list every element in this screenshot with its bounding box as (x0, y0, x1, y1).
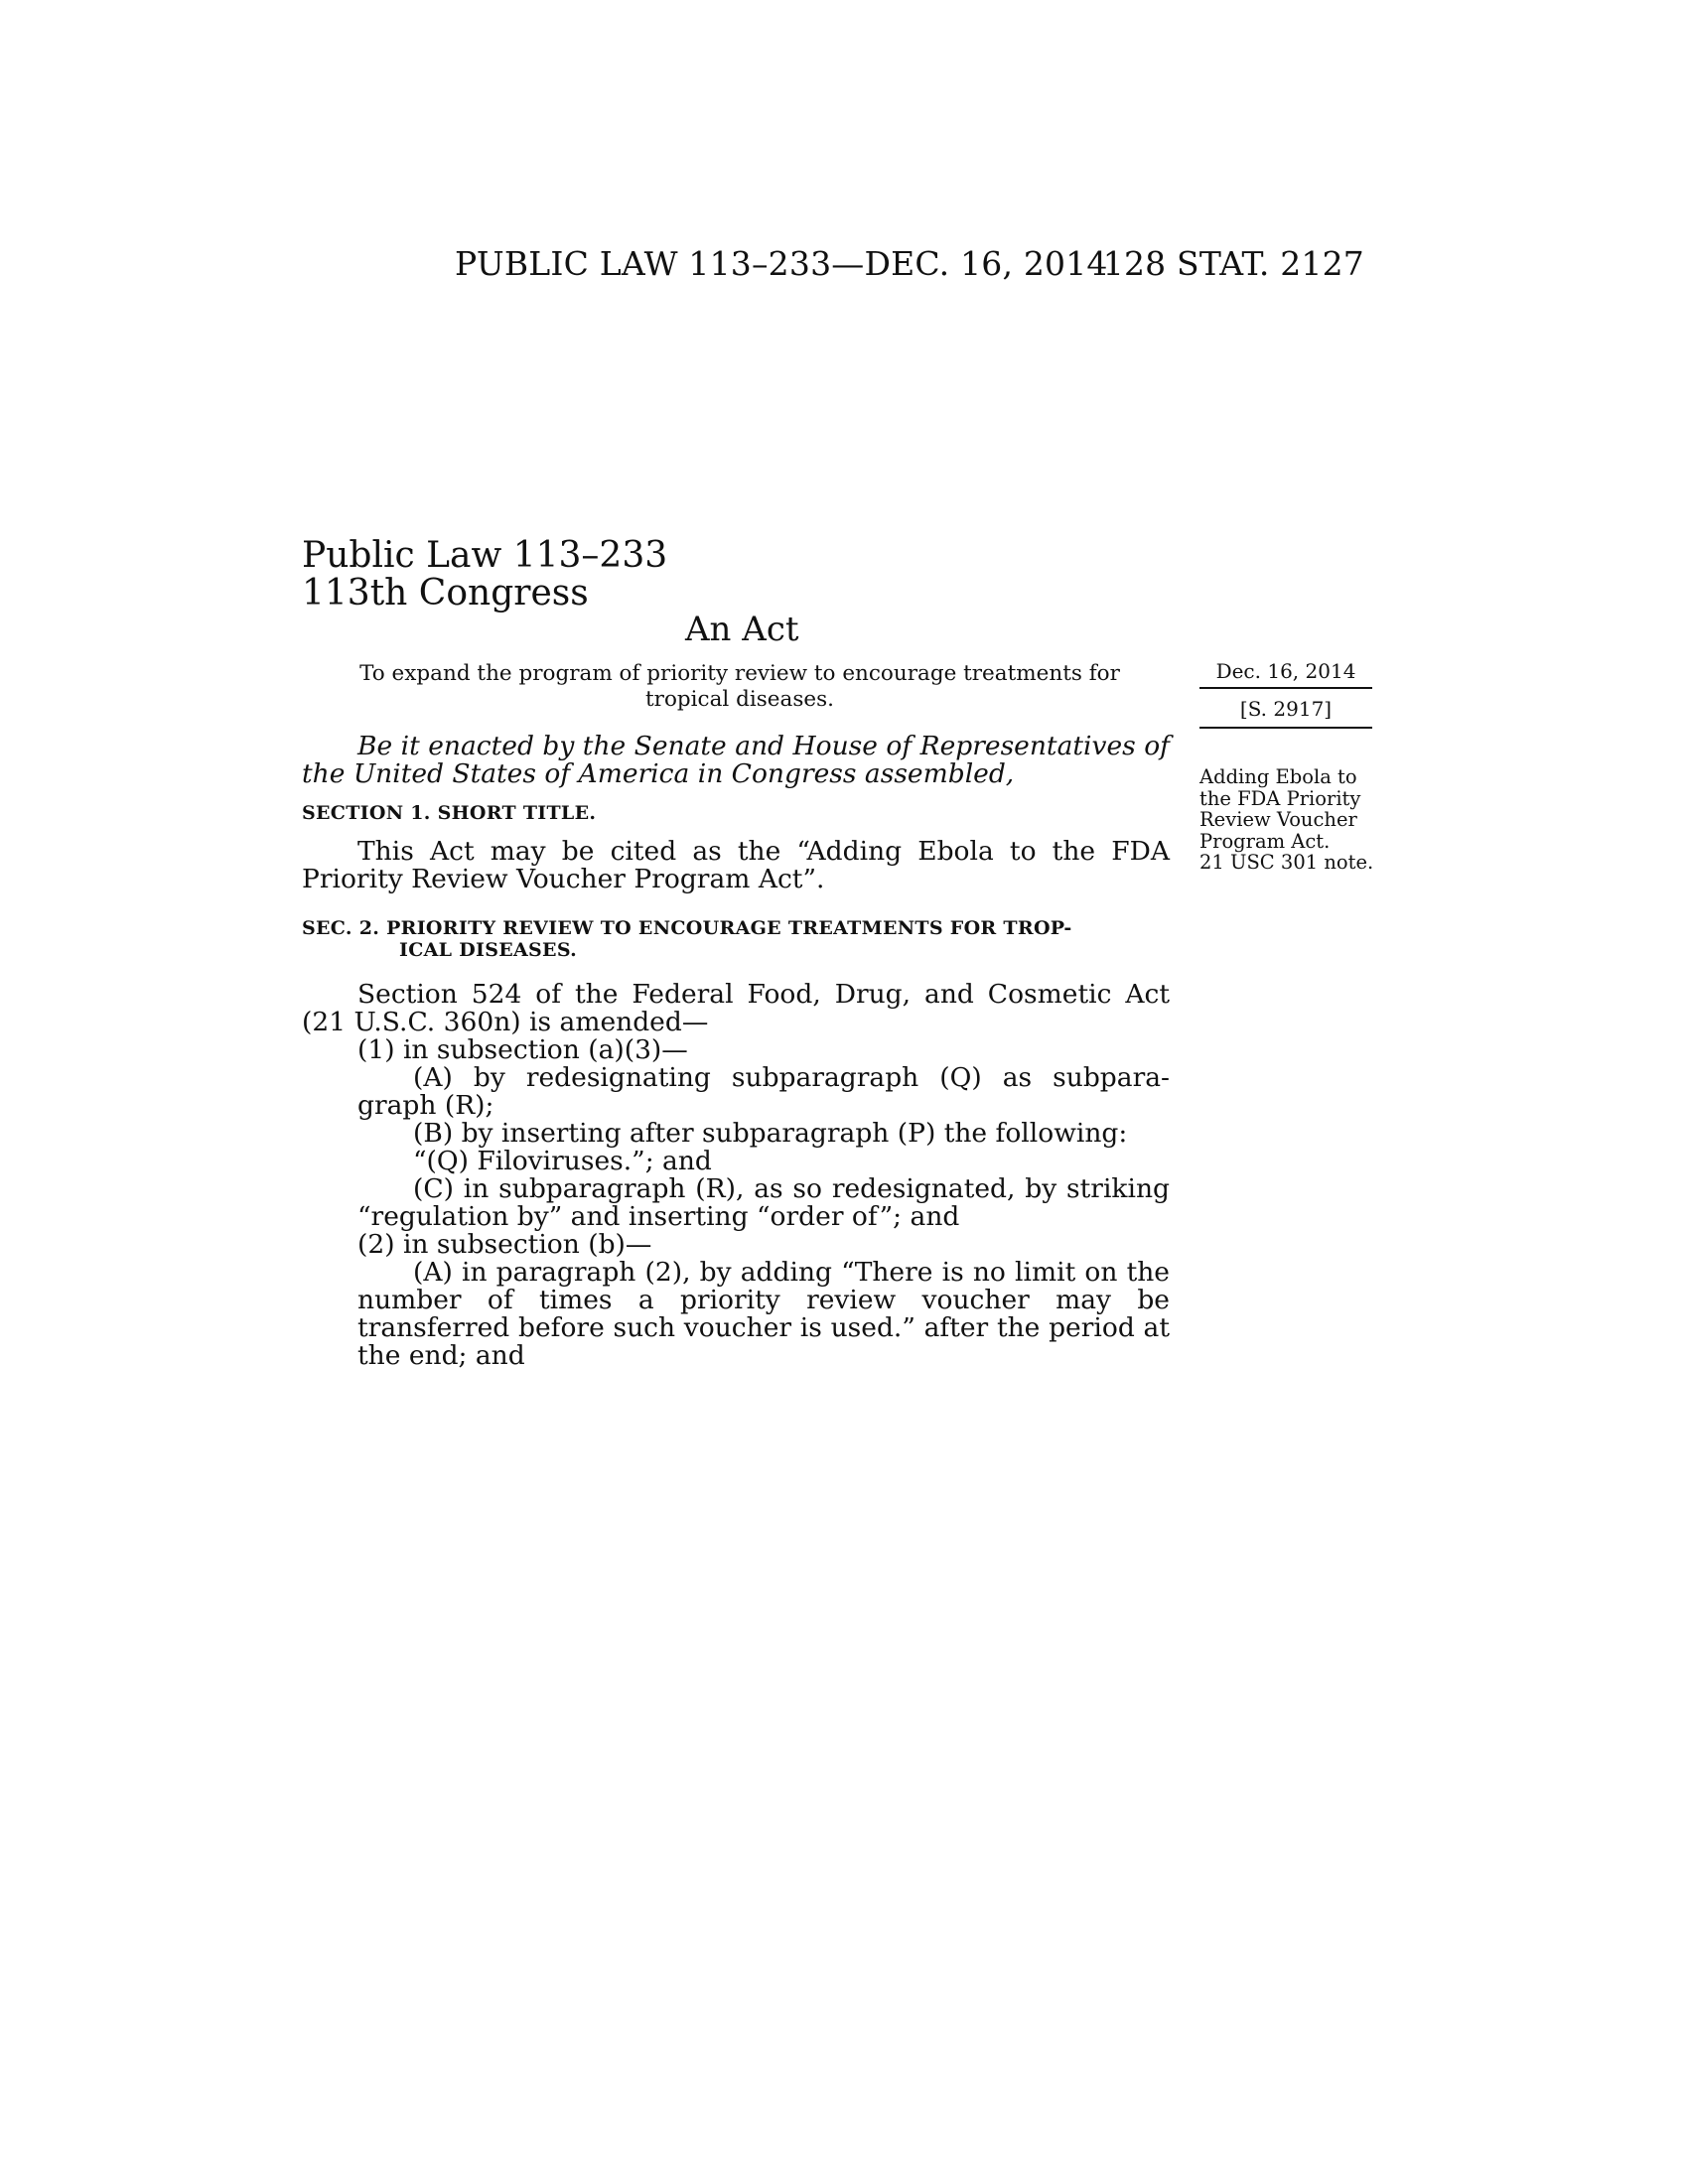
section-2-intro: Section 524 of the Federal Food, Drug, and Cosmetic Act (21 U.S.C. 360n) is amended— (302, 979, 1170, 1037)
bill-number: [S. 2917] (1199, 689, 1372, 729)
section-2-heading-line: ICAL DISEASES. (399, 939, 578, 961)
section-2-item: (B) by inserting after subparagraph (P) the following: (413, 1118, 1128, 1149)
congress-number: 113th Congress (302, 573, 589, 614)
running-head-statute-page: 128 STAT. 2127 (1102, 244, 1364, 283)
section-2-item: (2) in subsection (b)— (357, 1229, 652, 1260)
margin-note-line: 21 USC 301 note. (1199, 851, 1374, 874)
running-head-citation: PUBLIC LAW 113–233—DEC. 16, 2014 (455, 244, 1108, 283)
section-1-heading: SECTION 1. SHORT TITLE. (302, 802, 597, 824)
section-2-heading-line: SEC. 2. PRIORITY REVIEW TO ENCOURAGE TREATMENTS FOR TROP- (302, 917, 1072, 939)
section-2-item: (A) by redesignating subparagraph (Q) as subpara-graph (R); (357, 1062, 1170, 1121)
margin-note (1199, 766, 1398, 874)
enactment-date: Dec. 16, 2014 (1199, 659, 1372, 689)
section-2-heading (302, 917, 1170, 961)
act-heading: An Act (685, 610, 799, 649)
margin-note-line: the FDA Priority (1199, 786, 1361, 810)
margin-note-line: Program Act. (1199, 829, 1331, 853)
act-purpose: To expand the program of priority review to encourage treatments for tropical diseases. (359, 661, 1120, 712)
margin-note-line: Review Voucher (1199, 808, 1357, 831)
section-2-item: (C) in subparagraph (R), as so redesignated, by striking “regulation by” and inserting “order of”; and (357, 1173, 1170, 1232)
running-head (0, 244, 1688, 284)
margin-note-line: Adding Ebola to (1199, 765, 1357, 788)
public-law-number: Public Law 113–233 (302, 535, 668, 576)
section-2-item: (A) in paragraph (2), by adding “There is no limit on the number of times a priority review voucher may be transferred before such voucher is used.” after the period at the end; and (357, 1257, 1170, 1371)
body-text (302, 733, 1170, 1370)
date-bill-box (1199, 659, 1372, 729)
section-1-text: This Act may be cited as the “Adding Ebola to the FDA Priority Review Voucher Program Act”. (302, 836, 1170, 894)
section-2-item: (1) in subsection (a)(3)— (357, 1034, 688, 1065)
section-2-item: “(Q) Filoviruses.”; and (413, 1146, 712, 1176)
enacting-clause: Be it enacted by the Senate and House of Representatives of the United States of America in Congress assembled, (302, 731, 1170, 789)
